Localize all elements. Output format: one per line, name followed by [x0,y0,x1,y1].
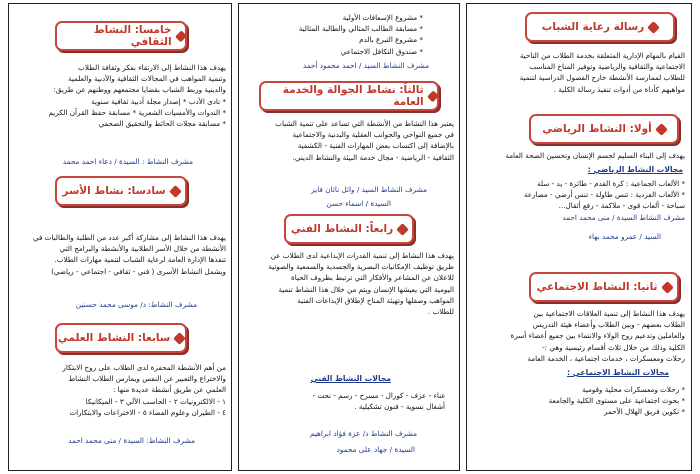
social-text [511,308,685,364]
families-text [33,232,226,277]
scouts-supervisor: مشرف النشاط السيد / وائل ناثان فايز [311,185,427,194]
list-item: * تكوين فريق الهلال الأحمر [604,407,685,417]
diamond-icon [169,185,182,198]
list-item: * مسابقة الطالب المثالي والطالبة المثالية [298,24,423,34]
families-title: سادسا: نشاط الأسر [62,185,166,197]
text-line: يعتبر هذا النشاط من الأنشطة التي تساعد على تنمية الشباب [275,119,454,128]
sports-supervisor-2: السيد / عمرو محمد بهاء [588,232,661,241]
text-line: العلمي عن طريق أنشطة عديدة منها : [112,385,226,395]
text-line: يهدف هذا النشاط إلى الارتقاء بفكر وثقافة الطلاب [78,63,226,72]
list-item: سباحة - ألعاب قوى - ملاكمة - رفع أثقال... [558,201,685,211]
art-supervisor-2: السيدة / جهاد على محمود [336,445,415,454]
text-line: رحلات ومعسكرات ، خدمات اجتماعية ، الخدمة العامة [527,353,685,363]
list-item: * الندوات والأمسيات الشعرية * مسابقة حفظ القرآن الكريم [48,107,226,117]
sports-text: يهدف إلى البناء السليم لجسم الإنسان وتحسين الصحة العامة [505,151,685,160]
text-line: تنفذها الإدارة العامة لرعاية الشباب لتنمية مهارات الطلاب. [54,255,226,265]
right-column [466,3,692,471]
diamond-icon [655,123,668,136]
text-line: القيام بالمهام الإدارية المتعلقة بخدمة الطلاب من الناحية [519,51,685,60]
text-line: الكلية وذلك من خلال ثلاث أقسام رئيسية وهي :- [542,342,685,352]
sports-fields-heading: مجالات النشاط الرياضي : [587,165,683,174]
list-item: ٤ - الطيران وعلوم الفضاء ٥ - الاختراعات والابتكارات [69,407,226,417]
youth-care-title: رسالة رعاية الشباب [541,21,645,33]
art-fields-heading: مجالات النشاط الفني [310,374,391,383]
text-line: بالإضافة إلى اكتساب بعض المهارات الفنية - الكشفية [297,141,454,151]
sports-title-box [529,114,679,144]
social-supervisor: مشرف النشاط السيد / احمد محمود أحمد [302,61,429,70]
art-fields-list [312,390,445,412]
text-line: الطلاب بعضهم - وبين الطلاب وأعضاء هيئة التدريس [532,320,685,330]
science-title-box [55,323,187,353]
text-line: المواهب وصقلها وتهيئة المناخ لإطلاق الإبداعات الفنية [297,295,454,305]
social-title-box [529,272,679,302]
text-line: وتنمية المواهب في المجالات الثقافية والأدبية والعلمية [67,74,226,84]
list-item: * الألعاب الجماعية : كرة القدم - طائرة - يد - سلة [537,179,685,188]
sports-fields-list [524,178,685,223]
scouts-supervisor-2: السيدة / اسماء حسن [326,199,391,208]
text-line: الأنشطة من خلال الأسر الطلابية والأنشطة والبرامج التي [59,244,226,254]
text-line: في جميع النواحي والجوانب العقلية والبدنية والاجتماعية [292,130,454,140]
art-title-box [284,214,414,244]
social-fields-heading: مجالات النشاط الاجتماعي : [567,368,669,377]
text-line: الاجتماعية والثقافية والرياضية وتوفير المناخ المناسب [529,62,685,72]
left-column [8,3,232,471]
list-item: * بحوث اجتماعية على مستوى الكلية والجامعة [548,396,685,406]
youth-care-text [520,50,685,95]
families-title-box [55,176,187,206]
social-projects-list [299,12,423,57]
text-line: والعاملين وتدعيم روح الولاء والانتماء بين جميع أعضاء أسرة [510,331,685,341]
diamond-icon [175,30,187,42]
culture-supervisor: مشرف النشاط : السيدة / دعاء احمد محمد [62,157,193,166]
diamond-icon [661,281,674,294]
social-fields-list [549,384,685,418]
list-item: * مشروع الإسعافات الأولية [342,13,423,22]
diamond-icon [173,332,186,345]
art-text [268,250,454,317]
text-line: مواهبهم كأداة من أدوات تنفيذ رسالة الكلية . [553,84,685,94]
scouts-title-box [259,81,439,111]
text-line: من أهم الأنشطة المحفزة لدى الطلاب على روح الابتكار [62,363,226,372]
text-line: اليومية التي يعيشها الإنسان ويتم من خلال هذا النشاط تنمية [278,284,454,294]
text-line: والاختراع والتعبير عن النفس ويمارس الطلاب النشاط [68,374,226,384]
list-item: * صندوق التكافل الاجتماعي [340,46,423,56]
list-item: أشغال نسوية - فنون تشكيلية . [354,402,445,412]
scouts-title: ثالثاً: نشاط الجوالة والخدمة العامة [282,84,424,108]
social-title: ثانيا: النشاط الاجتماعي [536,281,658,293]
science-title: سابعا: النشاط العلمي [57,332,171,344]
scouts-text [275,118,454,163]
sports-supervisor: مشرف النشاط السيدة / منى محمد احمد [562,212,685,222]
list-item: * مشروع التبرع بالدم [359,35,423,45]
diamond-icon [427,90,439,102]
diamond-icon [647,21,660,34]
text-line: طريق توظيف الإمكانيات البصرية والجسدية والسمعية والصوتية [268,262,454,272]
families-supervisor: مشرف النشاط: د/ موسى محمد حسنين [75,300,197,309]
science-text [62,362,226,418]
culture-text [49,62,226,129]
text-line: للاعلان عن المشاعر والأفكار التي ترتبط بظروف الحياة [291,273,454,283]
list-item: * الألعاب الفردية : تنس طاولة - تنس أرضي - مصارعة [523,190,685,200]
middle-column [238,3,460,471]
text-line: والدينية وربط الشباب بقضايا مجتمعهم ووطنهم عن طريق: [53,85,226,95]
list-item: غناء - عزف - كورال - مسرح - رسم - نحت - [312,391,445,400]
list-item: ١ - الالكترونيات ٢ - الحاسب الآلي ٣ - الميكانيكا [85,396,226,406]
list-item: * نادى الأدب * إصدار مجلة أدبية ثقافية سنوية [91,96,226,106]
text-line: يهدف هذا النشاط إلى تنمية القدرات الإبداعية لدى الطلاب عن [270,251,454,260]
list-item: * رحلات ومعسكرات محلية وقومية [582,385,685,394]
text-line: الثقافية - الرياضية - مجال خدمة البيئة والنشاط الديني. [292,152,454,162]
art-supervisor: مشرف النشاط د/ عزة فؤاد ابراهيم [309,429,417,438]
text-line: للطلاب . [427,307,454,317]
youth-care-title-box [525,12,675,42]
science-supervisor: مشرف النشاط: السيدة / منى محمد احمد [68,436,195,445]
text-line: يهدف هذا النشاط إلى تنمية العلاقات الاجتماعية بين [533,309,685,318]
culture-title-box [55,21,187,51]
art-title: رابعاً: النشاط الفني [290,223,394,235]
culture-title: خامسا: النشاط الثقافي [93,24,172,48]
diamond-icon [396,223,409,236]
sports-title: أولا: النشاط الرياضي [542,123,652,135]
text-line: يهدف هذا النشاط إلى مشاركة أكبر عدد من الطلبة والطالبات في [32,233,226,242]
text-line: للطلاب لممارسة الأنشطة خارج الفصول الدراسية لتنمية [519,73,685,83]
text-line: ويشمل النشاط الأسرى ( فني - ثقافي - اجتماعي - رياضي) [51,266,226,276]
list-item: * مسابقة مجلات الحائط والتحقيق الصحفي [98,119,226,129]
